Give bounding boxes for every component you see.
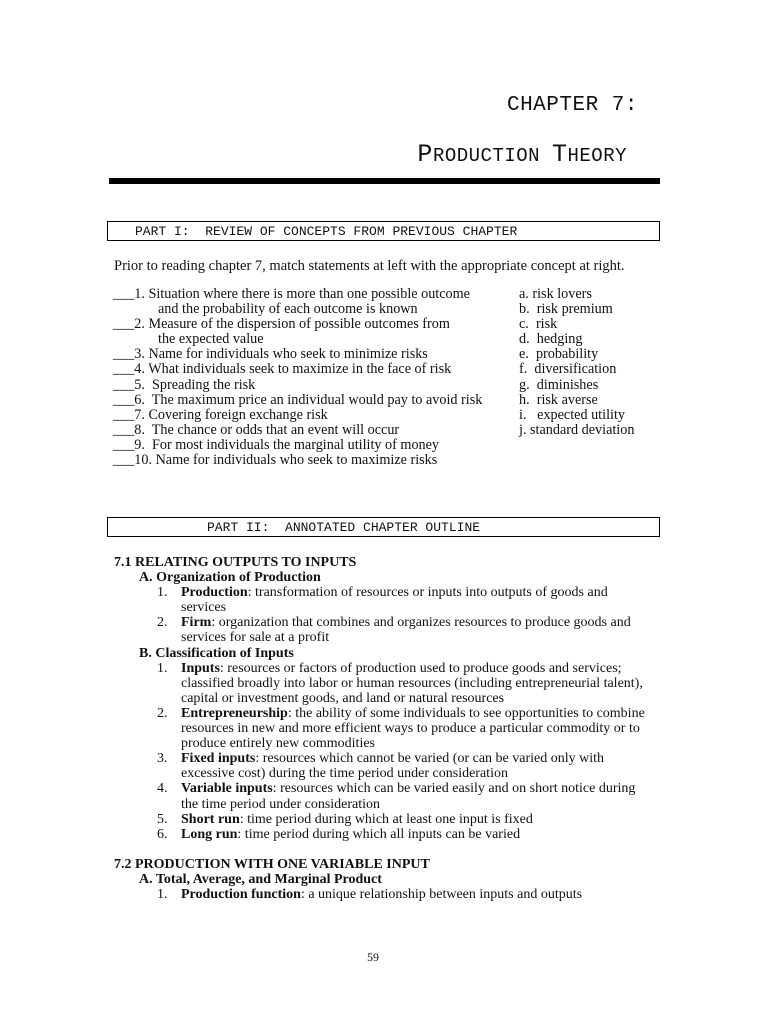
item-number: 6. [157,826,168,842]
item-definition: : time period during which at least one input is fixed [239,811,533,827]
outline-item [114,827,654,842]
statement-blank: ___10. [113,452,153,469]
section-heading: 7.1 RELATING OUTPUTS TO INPUTS [114,555,357,570]
statement-text: Covering foreign exchange risk [144,406,328,423]
statements-list [113,287,482,468]
statement-text: The maximum price an individual would pay to avoid risk [144,391,483,408]
concept-item: f. diversification [519,361,617,378]
statement-text: Situation where there is more than one possible outcome [144,286,470,302]
statement-blank: ___6. [113,391,145,408]
item-definition: : resources which cannot be varied (or can be varied only with excessive cost) during the time period under consideration [181,751,605,782]
item-number: 2. [157,615,168,631]
item-term: Entrepreneurship [181,705,288,721]
concept-item: b. risk premium [519,301,613,318]
concept-item: e. probability [519,346,599,363]
concept-item: h. risk averse [519,391,598,408]
chapter-number: CHAPTER 7: [506,94,638,117]
part1-instructions: Prior to reading chapter 7, match statements at left with the appropriate concept at right. [114,258,625,274]
statement-blank: ___7. [113,406,145,423]
subsection-heading: B. Classification of Inputs [139,645,294,661]
statement-item [113,287,482,317]
statement-item [113,423,482,438]
outline-item [114,661,654,706]
outline-item [114,706,654,751]
statement-continuation: and the probability of each outcome is known [158,301,418,318]
chapter-outline [114,555,654,902]
item-definition: : resources which can be varied easily and on short notice during the time period under consideration [181,781,636,812]
item-term: Fixed inputs [181,751,256,767]
outline-item [114,615,654,645]
subsection-heading: A. Organization of Production [139,570,321,586]
item-number: 1. [157,660,168,676]
statement-blank: ___2. [113,316,145,333]
concept-item: g. diminishes [519,376,599,393]
outline-item [114,585,654,615]
item-term: Firm [181,615,212,631]
part1-heading: PART I: REVIEW OF CONCEPTS FROM PREVIOUS CHAPTER [107,221,660,241]
statement-blank: ___3. [113,346,145,363]
statement-item [113,453,482,468]
subsection-heading: A. Total, Average, and Marginal Product [139,871,382,887]
statement-text: Spreading the risk [144,376,256,393]
item-number: 4. [157,781,168,797]
item-term: Short run [181,811,240,827]
section-heading: 7.2 PRODUCTION WITH ONE VARIABLE INPUT [114,856,430,872]
concept-item: d. hedging [519,331,583,348]
item-number: 1. [157,585,168,601]
statement-continuation: the expected value [158,331,264,348]
concept-item: a. risk lovers [519,286,592,302]
outline-item [114,781,654,811]
statement-text: For most individuals the marginal utility of money [144,436,440,453]
statement-text: Name for individuals who seek to maximize risks [152,452,438,469]
statement-text: Name for individuals who seek to minimize risks [144,346,428,363]
item-definition: : a unique relationship between inputs and outputs [300,886,583,902]
statement-item [113,347,482,362]
item-number: 5. [157,811,168,827]
outline-item [114,887,654,902]
item-number: 1. [157,886,168,902]
item-definition: : transformation of resources or inputs into outputs of goods and services [181,585,608,616]
outline-item [114,812,654,827]
statement-text: The chance or odds that an event will occur [144,421,400,438]
statement-text: What individuals seek to maximize in the face of risk [144,361,452,378]
statement-text: Measure of the dispersion of possible outcomes from [144,316,450,333]
item-definition: : time period during which all inputs can be varied [237,826,521,842]
concept-item: j. standard deviation [519,421,635,438]
statement-blank: ___1. [113,286,145,302]
concepts-list [519,287,634,438]
statement-item [113,362,482,377]
item-term: Production [181,585,248,601]
statement-blank: ___8. [113,421,145,438]
item-term: Long run [181,826,238,842]
concept-item: i. expected utility [519,406,625,423]
item-number: 2. [157,705,168,721]
statement-item [113,378,482,393]
statement-blank: ___9. [113,436,145,453]
outline-item [114,751,654,781]
statement-item [113,393,482,408]
page-number: 59 [367,950,379,964]
item-term: Variable inputs [181,781,273,797]
statement-blank: ___4. [113,361,145,378]
statement-item [113,438,482,453]
statement-blank: ___5. [113,376,145,393]
chapter-title: PRODUCTION THEORY [417,140,627,169]
statement-item [113,408,482,423]
item-definition: : the ability of some individuals to see opportunities to combine resources in new and more efficient ways to produce a particular commodity or to produce entirely new commodities [181,705,645,752]
title-rule [109,178,660,184]
statement-item [113,317,482,347]
item-definition: : resources or factors of production used to produce goods and services; classified broadly into labor or human resources (including entrepreneurial talent), capital or investment goods, and land or natural resources [181,660,643,706]
item-number: 3. [157,751,168,767]
item-term: Inputs [181,660,220,676]
item-definition: : organization that combines and organizes resources to produce goods and services for sale at a profit [181,615,631,646]
concept-item: c. risk [519,316,558,333]
part2-heading: PART II: ANNOTATED CHAPTER OUTLINE [107,517,660,537]
item-term: Production function [181,886,301,902]
